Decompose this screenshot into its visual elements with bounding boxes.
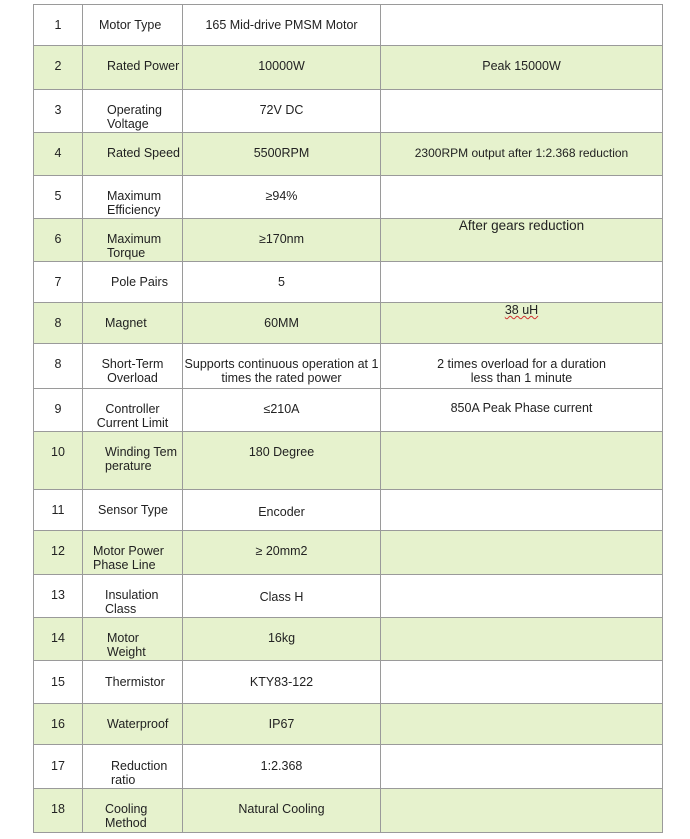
parameter-cell — [83, 176, 183, 219]
value-cell — [183, 789, 381, 833]
parameter-note — [381, 176, 662, 189]
parameter-cell — [83, 704, 183, 745]
parameter-name: Waterproof — [107, 717, 169, 731]
table-row — [34, 5, 663, 46]
parameter-name: Insulation Class — [105, 588, 159, 616]
parameter-value: ≤210A — [263, 402, 300, 416]
row-number: 1 — [54, 18, 62, 32]
value-cell — [183, 432, 381, 490]
row-number: 17 — [51, 759, 65, 773]
spec-table — [33, 4, 663, 833]
table-row — [34, 661, 663, 704]
parameter-value: ≥ 20mm2 — [255, 544, 308, 558]
row-number-cell — [34, 5, 83, 46]
table-row — [34, 789, 663, 833]
parameter-note — [381, 531, 662, 544]
table-row — [34, 618, 663, 661]
row-number: 4 — [54, 146, 62, 160]
parameter-value: 1:2.368 — [260, 759, 303, 773]
parameter-value: 5 — [278, 275, 285, 289]
table-row — [34, 344, 663, 389]
parameter-cell — [83, 133, 183, 176]
row-number-cell — [34, 133, 83, 176]
row-number-cell — [34, 262, 83, 303]
value-cell — [183, 133, 381, 176]
table-row — [34, 432, 663, 490]
note-cell — [381, 176, 663, 219]
note-cell — [381, 5, 663, 46]
parameter-note — [381, 575, 662, 588]
table-row — [34, 46, 663, 90]
row-number: 9 — [54, 402, 62, 416]
table-row — [34, 262, 663, 303]
value-cell — [183, 46, 381, 90]
row-number: 8 — [54, 357, 62, 371]
table-row — [34, 303, 663, 344]
row-number: 2 — [54, 59, 62, 73]
note-cell — [381, 90, 663, 133]
table-row — [34, 90, 663, 133]
parameter-note: 2300RPM output after 1:2.368 reduction — [414, 146, 629, 160]
row-number-cell — [34, 531, 83, 575]
parameter-name: Controller Current Limit — [96, 402, 169, 430]
parameter-value: IP67 — [268, 717, 295, 731]
note-cell — [381, 432, 663, 490]
parameter-note: After gears reduction — [458, 218, 585, 233]
table-row — [34, 704, 663, 745]
row-number-cell — [34, 432, 83, 490]
parameter-name: Maximum Torque — [107, 232, 162, 260]
parameter-name: Motor Weight — [107, 631, 146, 659]
table-row — [34, 575, 663, 618]
note-cell — [381, 704, 663, 745]
parameter-value: 180 Degree — [248, 445, 315, 459]
value-cell — [183, 176, 381, 219]
parameter-value: 60MM — [264, 316, 299, 330]
parameter-cell — [83, 531, 183, 575]
row-number-cell — [34, 575, 83, 618]
value-cell — [183, 661, 381, 704]
parameter-name: Winding Temperature — [105, 445, 178, 473]
parameter-note — [381, 661, 662, 674]
parameter-name: Magnet — [105, 316, 147, 330]
note-cell — [381, 262, 663, 303]
note-cell — [381, 389, 663, 432]
row-number: 18 — [51, 802, 65, 816]
value-cell — [183, 618, 381, 661]
row-number-cell — [34, 46, 83, 90]
value-cell — [183, 303, 381, 344]
row-number-cell — [34, 219, 83, 262]
value-cell — [183, 344, 381, 389]
row-number-cell — [34, 661, 83, 704]
parameter-note: 850A Peak Phase current — [450, 401, 593, 415]
value-cell — [183, 389, 381, 432]
value-cell — [183, 745, 381, 789]
row-number-cell — [34, 303, 83, 344]
row-number-cell — [34, 789, 83, 833]
row-number: 12 — [51, 544, 65, 558]
parameter-cell — [83, 389, 183, 432]
row-number: 16 — [51, 717, 65, 731]
value-cell — [183, 531, 381, 575]
note-cell — [381, 618, 663, 661]
row-number-cell — [34, 745, 83, 789]
parameter-cell — [83, 303, 183, 344]
parameter-cell — [83, 5, 183, 46]
parameter-cell — [83, 219, 183, 262]
row-number-cell — [34, 389, 83, 432]
value-cell — [183, 5, 381, 46]
parameter-value: 72V DC — [259, 103, 304, 117]
table-row — [34, 531, 663, 575]
row-number: 3 — [54, 103, 62, 117]
parameter-value: Class H — [259, 590, 304, 604]
parameter-note: 2 times overload for a duration less than 1 minute — [437, 357, 606, 385]
parameter-cell — [83, 344, 183, 389]
parameter-cell — [83, 661, 183, 704]
row-number: 11 — [51, 503, 65, 517]
parameter-cell — [83, 46, 183, 90]
value-cell — [183, 704, 381, 745]
parameter-name: Maximum Efficiency — [107, 189, 162, 217]
note-cell — [381, 46, 663, 90]
parameter-name: Motor Type — [99, 18, 162, 32]
parameter-name: Sensor Type — [98, 503, 168, 517]
row-number: 5 — [54, 189, 62, 203]
table-row — [34, 219, 663, 262]
table-row — [34, 176, 663, 219]
parameter-note — [381, 490, 662, 503]
note-cell — [381, 303, 663, 344]
parameter-note — [381, 90, 662, 103]
row-number: 7 — [54, 275, 62, 289]
parameter-note — [381, 618, 662, 631]
value-cell — [183, 262, 381, 303]
row-number-cell — [34, 704, 83, 745]
parameter-value: ≥94% — [265, 189, 298, 203]
parameter-value: KTY83-122 — [249, 675, 314, 689]
value-cell — [183, 575, 381, 618]
parameter-cell — [83, 262, 183, 303]
parameter-note: 38 uH — [504, 303, 539, 317]
parameter-note: Peak 15000W — [482, 59, 561, 73]
parameter-value: ≥170nm — [258, 232, 305, 246]
value-cell — [183, 219, 381, 262]
parameter-value: Encoder — [258, 505, 305, 519]
parameter-name: Cooling Method — [105, 802, 148, 830]
row-number: 13 — [51, 588, 65, 602]
parameter-cell — [83, 90, 183, 133]
parameter-cell — [83, 789, 183, 833]
parameter-note — [381, 432, 662, 445]
parameter-note — [381, 745, 662, 758]
table-row — [34, 133, 663, 176]
note-cell — [381, 219, 663, 262]
parameter-name: Rated Speed — [107, 146, 180, 160]
note-cell — [381, 133, 663, 176]
row-number-cell — [34, 176, 83, 219]
note-cell — [381, 344, 663, 389]
parameter-note — [381, 704, 662, 717]
parameter-cell — [83, 618, 183, 661]
note-cell — [381, 661, 663, 704]
note-cell — [381, 531, 663, 575]
row-number-cell — [34, 490, 83, 531]
parameter-name: Thermistor — [105, 675, 165, 689]
row-number: 14 — [51, 631, 65, 645]
parameter-name: Reduction ratio — [111, 759, 168, 787]
row-number-cell — [34, 618, 83, 661]
parameter-note — [381, 262, 662, 275]
table-row — [34, 745, 663, 789]
parameter-cell — [83, 490, 183, 531]
table-row — [34, 490, 663, 531]
note-cell — [381, 490, 663, 531]
parameter-value: Natural Cooling — [238, 802, 325, 816]
parameter-cell — [83, 432, 183, 490]
row-number: 6 — [54, 232, 62, 246]
row-number: 10 — [51, 445, 65, 459]
value-cell — [183, 490, 381, 531]
parameter-name: Rated Power — [107, 59, 180, 73]
note-cell — [381, 575, 663, 618]
parameter-note — [381, 789, 662, 802]
row-number-cell — [34, 344, 83, 389]
parameter-cell — [83, 745, 183, 789]
parameter-value: 165 Mid-drive PMSM Motor — [205, 18, 358, 32]
parameter-note — [381, 5, 662, 18]
parameter-name: Operating Voltage — [107, 103, 162, 131]
row-number: 15 — [51, 675, 65, 689]
parameter-name: Motor Power Phase Line — [93, 544, 164, 572]
note-cell — [381, 789, 663, 833]
row-number-cell — [34, 90, 83, 133]
parameter-name: Pole Pairs — [111, 275, 168, 289]
value-cell — [183, 90, 381, 133]
parameter-value: Supports continuous operation at 1 times the rated power — [184, 357, 379, 385]
parameter-value: 16kg — [267, 631, 296, 645]
note-cell — [381, 745, 663, 789]
parameter-value: 10000W — [258, 59, 305, 73]
row-number: 8 — [54, 316, 62, 330]
parameter-name: Short-Term Overload — [101, 357, 164, 385]
table-row — [34, 389, 663, 432]
parameter-cell — [83, 575, 183, 618]
parameter-value: 5500RPM — [253, 146, 310, 160]
